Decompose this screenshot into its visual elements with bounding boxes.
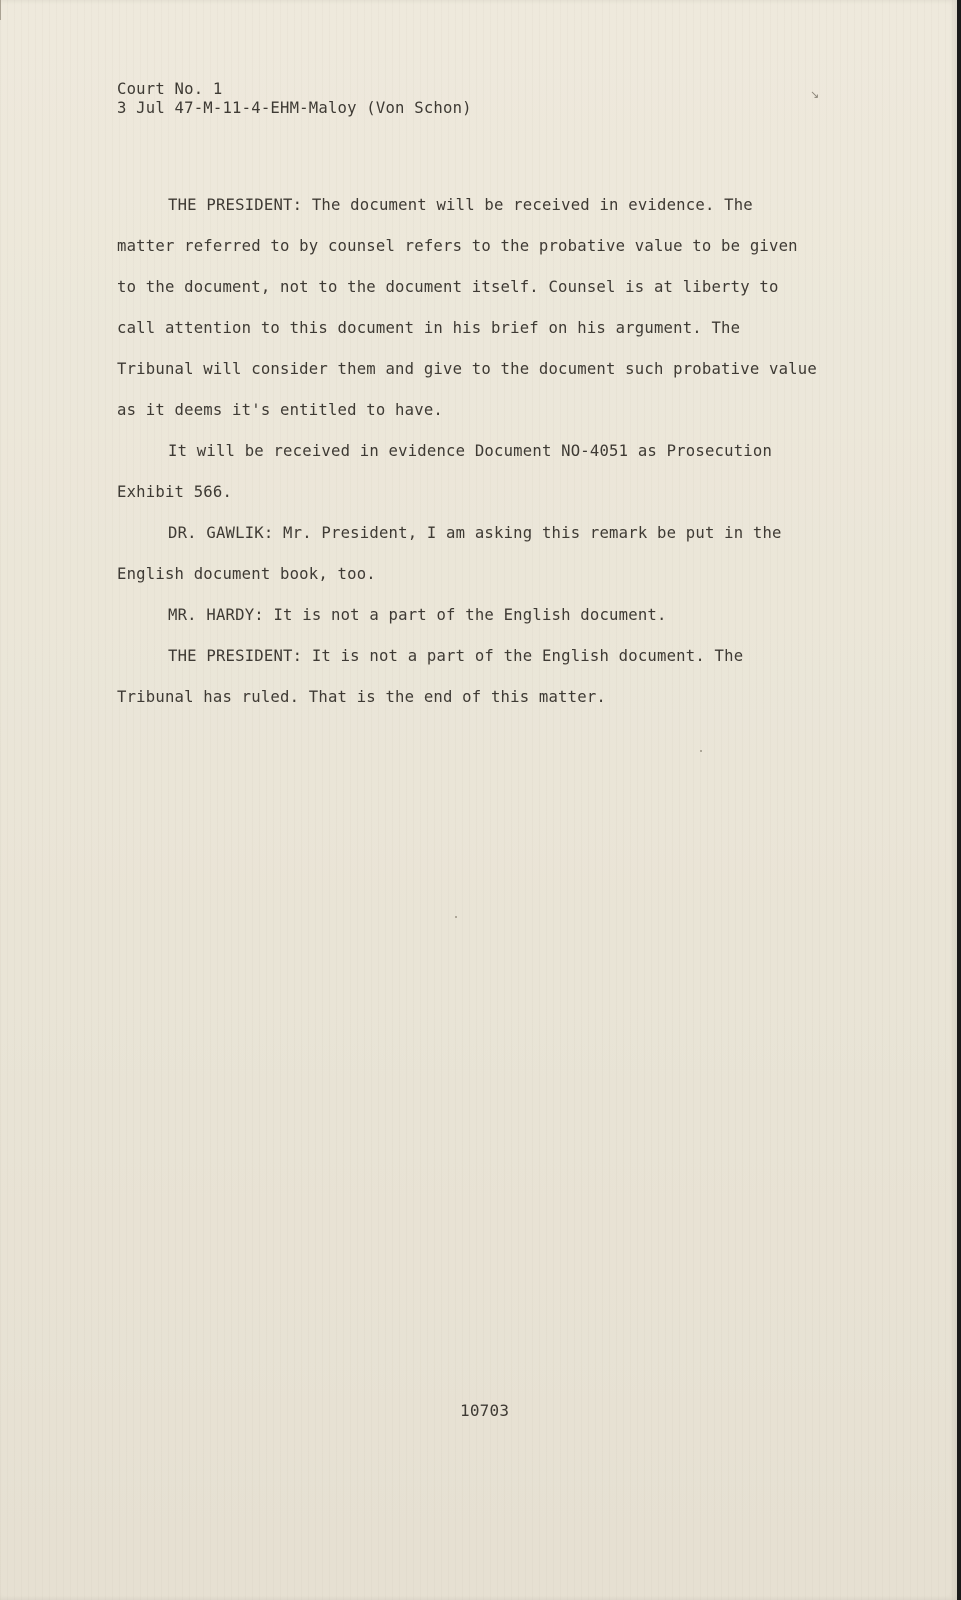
transcript-line: call attention to this document in his brief on his argument. The [117, 319, 741, 337]
paper-speck [700, 750, 702, 752]
transcript-line: matter referred to by counsel refers to the probative value to be given [117, 237, 798, 255]
transcript-line: Exhibit 566. [117, 483, 233, 501]
transcript-line: to the document, not to the document itself. Counsel is at liberty to [117, 278, 779, 296]
corner-mark: ↘ [810, 88, 820, 101]
transcript-line: MR. HARDY: It is not a part of the English document. [168, 606, 667, 624]
transcript-line: THE PRESIDENT: It is not a part of the English document. The [168, 647, 744, 665]
paper-mark [0, 0, 1, 20]
court-number: Court No. 1 [117, 80, 223, 98]
transcript-line: THE PRESIDENT: The document will be received in evidence. The [168, 196, 753, 214]
paper-speck [455, 916, 457, 918]
transcript-line: It will be received in evidence Document NO-4051 as Prosecution [168, 442, 773, 460]
transcript-line: DR. GAWLIK: Mr. President, I am asking this remark be put in the [168, 524, 782, 542]
transcript-line: English document book, too. [117, 565, 376, 583]
transcript-line: Tribunal has ruled. That is the end of this matter. [117, 688, 606, 706]
page-number: 10703 [460, 1401, 510, 1420]
transcript-line: as it deems it's entitled to have. [117, 401, 443, 419]
case-reference: 3 Jul 47-M-11-4-EHM-Maloy (Von Schon) [117, 99, 472, 117]
transcript-line: Tribunal will consider them and give to the document such probative value [117, 360, 817, 378]
